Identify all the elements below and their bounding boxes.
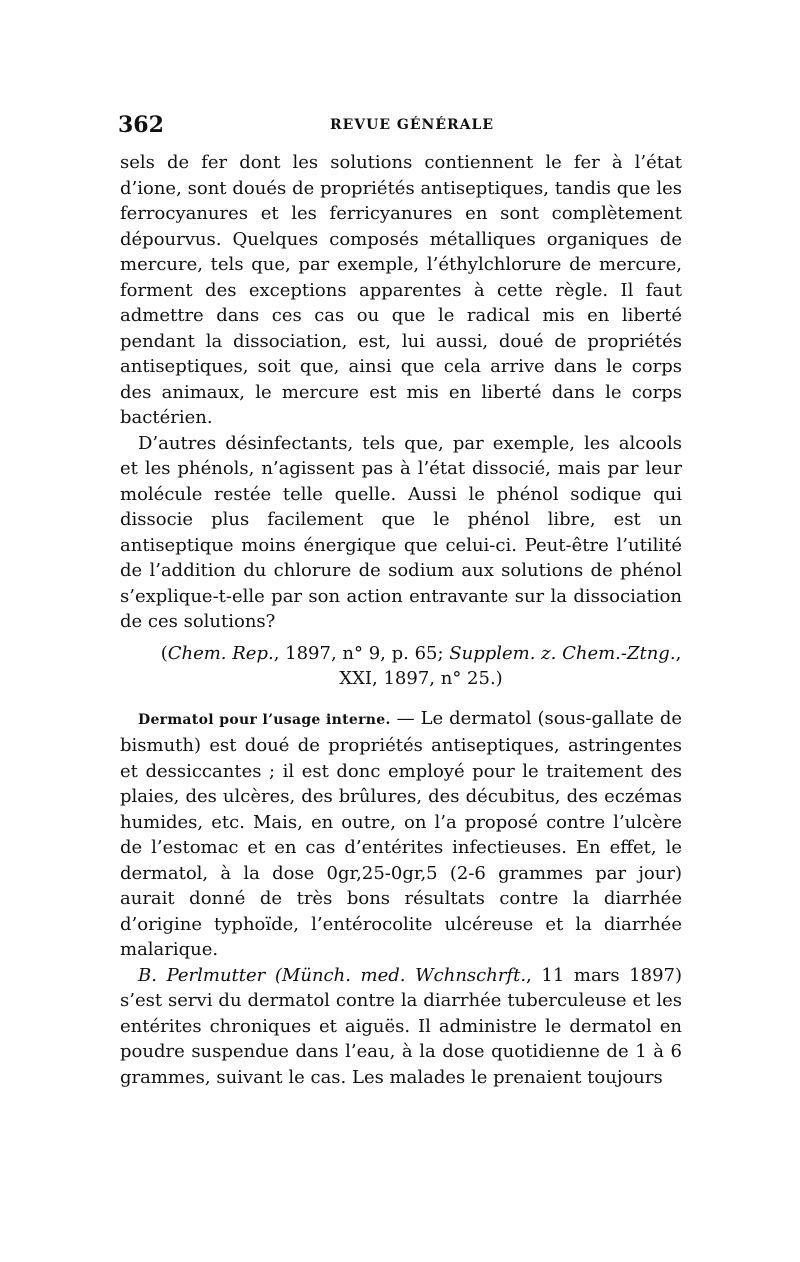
section-intro-text: Le dermatol (sous-gallate de bismuth) est doué de propriétés antiseptiques, astringentes et dessiccantes ; il est donc employé pour le traitement des plaies, des ulcères, des brûlures, des décubitus, des eczémas humides, etc. Mais, en outre, on l’a proposé contre l’ulcère de l’estomac et en cas d’entérites infectieuses. En effet, le dermatol, à la dose 0gr,25-0gr,5 (2-6 grammes par jour) aurait donné de très bons résultats contre la diarrhée d’origine typhoïde, l’entérocolite ulcéreuse et la diarrhée malarique. xyxy=(120,707,682,960)
paragraph-1: sels de fer dont les solutions contiennent le fer à l’état d’ione, sont doués de propriétés antiseptiques, tandis que les ferrocyanures et les ferricyanures en sont complètement dépourvus. Quelques composés métalliques organiques de mercure, tels que, par exemple, l’éthylchlorure de mercure, forment des exceptions apparentes à cette règle. Il faut admettre dans ces cas ou que le radical mis en liberté pendant la dissociation, est, lui aussi, doué de propriétés antiseptiques, soit que, ainsi que cela arrive dans le corps des animaux, le mercure est mis en liberté dans le corps bactérien. xyxy=(120,152,682,428)
citation-details-2: , XXI, 1897, n° 25.) xyxy=(339,642,682,689)
author-name: B. Perlmutter xyxy=(138,964,266,986)
paragraph-2: D’autres désinfectants, tels que, par exemple, les alcools et les phénols, n’agissent pas à l’état dissocié, mais par leur molécule restée telle quelle. Aussi le phénol sodique qui dissocie plus facilement que le phénol libre, est un antiseptique moins énergique que celui-ci. Peut-être l’utilité de l’addition du chlorure de sodium aux solutions de phénol s’explique-t-elle par son action entravante sur la dissociation de ces solutions? xyxy=(120,432,682,632)
citation-details-1: , 1897, n° 9, p. 65; xyxy=(273,642,450,664)
body-text xyxy=(120,150,682,1090)
journal-date: , 11 mars 1897) xyxy=(526,964,683,986)
dermatol-paragraph xyxy=(120,706,682,963)
page-header xyxy=(118,112,684,142)
citation-line-1: (Chem. Rep., 1897, n° 9, p. 65; Supplem. z. Chem.-Ztng., XXI, 1897, n° 25.) xyxy=(160,642,682,689)
citation-source-1: Chem. Rep. xyxy=(167,642,274,664)
journal-source: (Münch. med. Wchnschrft. xyxy=(274,964,527,986)
section-heading: Dermatol pour l’usage interne. xyxy=(138,711,391,728)
perlmutter-paragraph xyxy=(120,963,682,1091)
page-number: 362 xyxy=(118,112,164,138)
section-dash: — xyxy=(390,707,421,729)
perlmutter-text: s’est servi du dermatol contre la diarrhée tuberculeuse et les entérites chroniques et aiguës. Il administre le dermatol en poudre suspendue dans l’eau, à la dose quotidienne de 1 à 6 grammes, suivant le cas. Les malades le prenaient toujours xyxy=(120,990,682,1088)
citation-source-2: Supplem. z. Chem.-Ztng. xyxy=(449,642,676,664)
running-title: REVUE GÉNÉRALE xyxy=(330,117,495,133)
citation xyxy=(120,641,682,692)
